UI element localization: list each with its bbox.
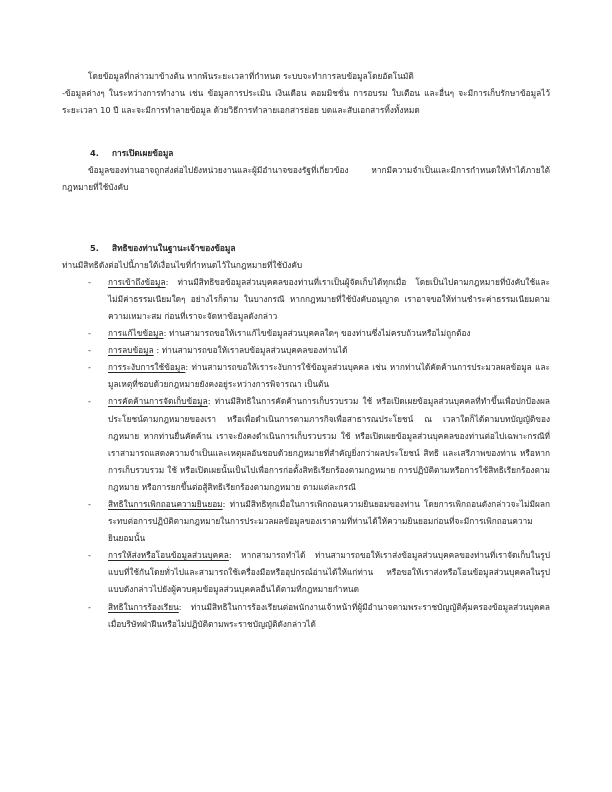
- rights-list: [62, 274, 550, 633]
- list-item-separator: :: [222, 498, 230, 509]
- list-item: [62, 547, 550, 598]
- list-item: [62, 274, 550, 325]
- list-item-term: การลบข้อมูล: [108, 345, 154, 356]
- spacer: [62, 223, 550, 240]
- section-number-5: 5.: [90, 242, 99, 253]
- section-heading-4: [62, 145, 550, 162]
- list-item-text: ท่านมีสิทธิในการร้องเรียนต่อพนักงานเจ้าหน้าที่ผู้มีอำนาจตามพระราชบัญญัติคุ้มครองข้อมูลส่วนบุคคล เมื่อบริษัทฝ่าฝืนหรือไม่ปฏิบัติตามพระราชบัญญัติดังกล่าวได้: [108, 601, 550, 629]
- spacer: [62, 119, 550, 145]
- list-item-term: การแก้ไขข้อมูล: [108, 328, 164, 339]
- list-item: [62, 496, 550, 547]
- list-item: [62, 393, 550, 496]
- bullet-dash-marker: -: [88, 396, 91, 407]
- list-item-term: การระงับการใช้ข้อมูล: [108, 362, 186, 373]
- list-item-text: หากสามารถทำได้ ท่านสามารถขอให้เราส่งข้อมูลส่วนบุคคลของท่านที่เราจัดเก็บในรูปแบบที่ใช้กันโดยทั่วไปและสามารถใช้เครื่องมือหรืออุปกรณ์อ่านได้ให้แก่ท่าน หรือขอให้เราส่งหรือโอนข้อมูลส่วนบุคคลในรูปแบบดังกล่าวไปยังผู้ควบคุมข้อมูลส่วนบุคคลอื่นได้ตามที่กฎหมายกำหนด: [108, 550, 550, 595]
- section-5-body: ท่านมีสิทธิดังต่อไปนี้ภายใต้เงื่อนไขที่กำหนดไว้ในกฎหมายที่ใช้บังคับ: [62, 259, 303, 270]
- list-item-text: ท่านสามารถขอให้เราแก้ไขข้อมูลส่วนบุคคลใดๆ ของท่านซึ่งไม่ครบถ้วนหรือไม่ถูกต้อง: [169, 328, 471, 339]
- list-item-text: ท่านสามารถขอให้เราลบข้อมูลส่วนบุคคลของท่านได้: [161, 345, 348, 356]
- bullet-dash-marker: -: [88, 276, 91, 287]
- section-title-5: สิทธิของท่านในฐานะเจ้าของข้อมูล: [112, 242, 236, 253]
- list-item-text: ท่านมีสิทธิในการคัดค้านการเก็บรวบรวม ใช้ หรือเปิดเผยข้อมูลส่วนบุคคลที่ทำขึ้นเพื่อปกป้องผลประโยชน์ตามกฎหมายของเรา หรือเพื่อดำเนินการตามภารกิจเพื่อสาธารณประโยชน์ ณ เวลาใดก็ได้ตามบทบัญญัติของกฎหมาย หากท่านยื่นคัดค้าน เราจะยังคงดำเนินการเก็บรวบรวม ใช้ หรือเปิดเผยข้อมูลส่วนบุคคลของท่านต่อไปเฉพาะกรณีที่เราสามารถแสดงความจำเป็นและเหตุผลอันชอบด้วยกฎหมายที่สำคัญยิ่งกว่าผลประโยชน์ สิทธิ และเสรีภาพของท่าน หรือหากการเก็บรวบรวม ใช้ หรือเปิดเผยนั้นเป็นไปเพื่อการก่อตั้งสิทธิเรียกร้องตามกฎหมาย การปฏิบัติตามหรือการใช้สิทธิเรียกร้องตามกฎหมาย หรือการยกขึ้นต่อสู้สิทธิเรียกร้องตามกฎหมาย ตามแต่ละกรณี: [108, 396, 550, 492]
- list-item-term: การคัดค้านการจัดเก็บข้อมูล: [108, 396, 208, 407]
- list-item-separator: :: [228, 550, 242, 561]
- list-item-separator: :: [153, 345, 162, 356]
- list-item-separator: :: [178, 601, 191, 612]
- list-item-term: สิทธิในการเพิกถอนความยินยอม: [108, 498, 223, 509]
- list-item-separator: :: [165, 276, 178, 287]
- list-item-separator: :: [207, 396, 215, 407]
- spacer: [62, 197, 550, 223]
- intro-paragraph-1: โดยข้อมูลที่กล่าวมาข้างต้น หากพ้นระยะเวลาที่กำหนด ระบบจะทำการลบข้อมูลโดยอัตโนมัติ: [88, 71, 414, 81]
- section-number-4: 4.: [90, 148, 99, 159]
- list-item: [62, 325, 550, 342]
- list-item-separator: :: [163, 328, 169, 339]
- section-heading-5: [62, 240, 550, 257]
- bullet-dash-marker: -: [88, 362, 91, 373]
- section-4-body: ข้อมูลของท่านอาจถูกส่งต่อไปยังหน่วยงานและผู้มีอำนาจของรัฐที่เกี่ยวข้อง หากมีความจำเป็นและมีการกำหนดให้ทำได้ภายใต้กฎหมายที่ใช้บังคับ: [62, 165, 550, 193]
- document-body: [62, 68, 550, 633]
- list-item-term: การเข้าถึงข้อมูล: [108, 276, 166, 287]
- list-item: [62, 342, 550, 359]
- intro-paragraph-2: -ข้อมูลต่างๆ ในระหว่างการทำงาน เช่น ข้อมูลการประเมิน เงินเดือน คอมมิชชั่น การอบรม ใบเตือน และอื่นๆ จะมีการเก็บรักษาข้อมูลไว้ระยะเวลา 10 ปี และจะมีการทำลายข้อมูล ด้วยวิธีการทำลายเอกสารย่อย บดและสับเอกสารทิ้งทั้งหมด: [62, 88, 550, 116]
- bullet-dash-marker: -: [88, 550, 91, 561]
- list-item-text: ท่านมีสิทธิทุกเมื่อในการเพิกถอนความยินยอมของท่าน โดยการเพิกถอนดังกล่าวจะไม่มีผลกระทบต่อการปฏิบัติตามกฎหมายในการประมวลผลข้อมูลของเราตามที่ท่านได้ให้ความยินยอมก่อนที่จะมีการเพิกถอนความยินยอมนั้น: [108, 498, 550, 544]
- bullet-dash-marker: -: [88, 328, 91, 339]
- list-item-separator: :: [185, 362, 192, 373]
- list-item-term: สิทธิในการร้องเรียน: [108, 601, 179, 612]
- bullet-dash-marker: -: [88, 345, 91, 356]
- bullet-dash-marker: -: [88, 498, 91, 509]
- bullet-dash-marker: -: [88, 601, 91, 612]
- list-item-term: การให้ส่งหรือโอนข้อมูลส่วนบุคคล: [108, 550, 229, 561]
- list-item: [62, 599, 550, 633]
- section-title-4: การเปิดเผยข้อมูล: [112, 148, 174, 159]
- list-item-text: ท่านมีสิทธิขอข้อมูลส่วนบุคคลของท่านที่เราเป็นผู้จัดเก็บได้ทุกเมื่อ โดยเป็นไปตามกฎหมายที่บังคับใช้และไม่มีค่าธรรมเนียมใดๆ อย่างไรก็ตาม ในบางกรณี หากกฎหมายที่ใช้บังคับอนุญาต เราอาจขอให้ท่านชำระค่าธรรมเนียมตามความเหมาะสม ก่อนที่เราจะจัดหาข้อมูลดังกล่าว: [108, 276, 550, 321]
- list-item: [62, 359, 550, 393]
- list-item-text: ท่านสามารถขอให้เราระงับการใช้ข้อมูลส่วนบุคคล เช่น หากท่านได้คัดค้านการประมวลผลข้อมูล และมูลเหตุที่ชอบด้วยกฎหมายยังคงอยู่ระหว่างการพิจารณา เป็นต้น: [108, 362, 550, 390]
